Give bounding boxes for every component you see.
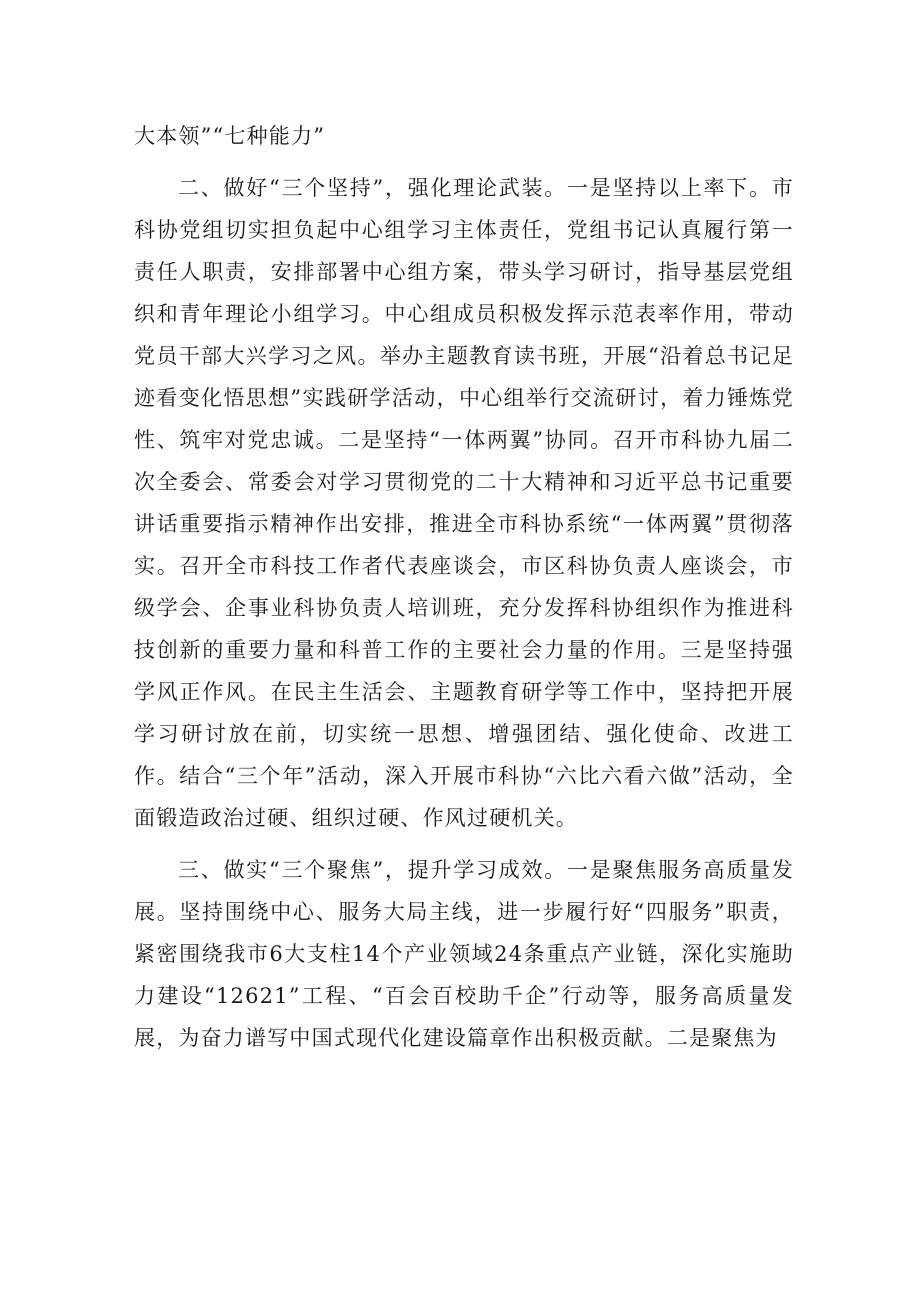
- paragraph-section-three: 三、做实“三个聚焦”，提升学习成效。一是聚焦服务高质量发展。坚持围绕中心、服务大局主线，进一步履行好“四服务”职责，紧密围绕我市6大支柱14个产业领域24条重点产业链，深化实施助力建设“12621”工程、“百会百校助千企”行动等，服务高质量发展，为奋力谱写中国式现代化建设篇章作出积极贡献。二是聚焦为: [134, 858, 794, 1050]
- document-body: [134, 115, 794, 1059]
- paragraph-continuation: 大本领”“七种能力”: [134, 124, 326, 148]
- paragraph-section-two: 二、做好“三个坚持”，强化理论武装。一是坚持以上率下。市科协党组切实担负起中心组学习主体责任，党组书记认真履行第一责任人职责，安排部署中心组方案，带头学习研讨，指导基层党组织和青年理论小组学习。中心组成员积极发挥示范表率作用，带动党员干部大兴学习之风。举办主题教育读书班，开展“沿着总书记足迹看变化悟思想”实践研学活动，中心组举行交流研讨，着力锤炼党性、筑牢对党忠诚。二是坚持“一体两翼”协同。召开市科协九届二次全委会、常委会对学习贯彻党的二十大精神和习近平总书记重要讲话重要指示精神作出安排，推进全市科协系统“一体两翼”贯彻落实。召开全市科技工作者代表座谈会，市区科协负责人座谈会，市级学会、企事业科协负责人培训班，充分发挥科协组织作为推进科技创新的重要力量和科普工作的主要社会力量的作用。三是坚持强学风正作风。在民主生活会、主题教育研学等工作中，坚持把开展学习研讨放在前，切实统一思想、增强团结、强化使命、改进工作。结合“三个年”活动，深入开展市科协“六比六看六做”活动，全面锻造政治过硬、组织过硬、作风过硬机关。: [134, 176, 794, 830]
